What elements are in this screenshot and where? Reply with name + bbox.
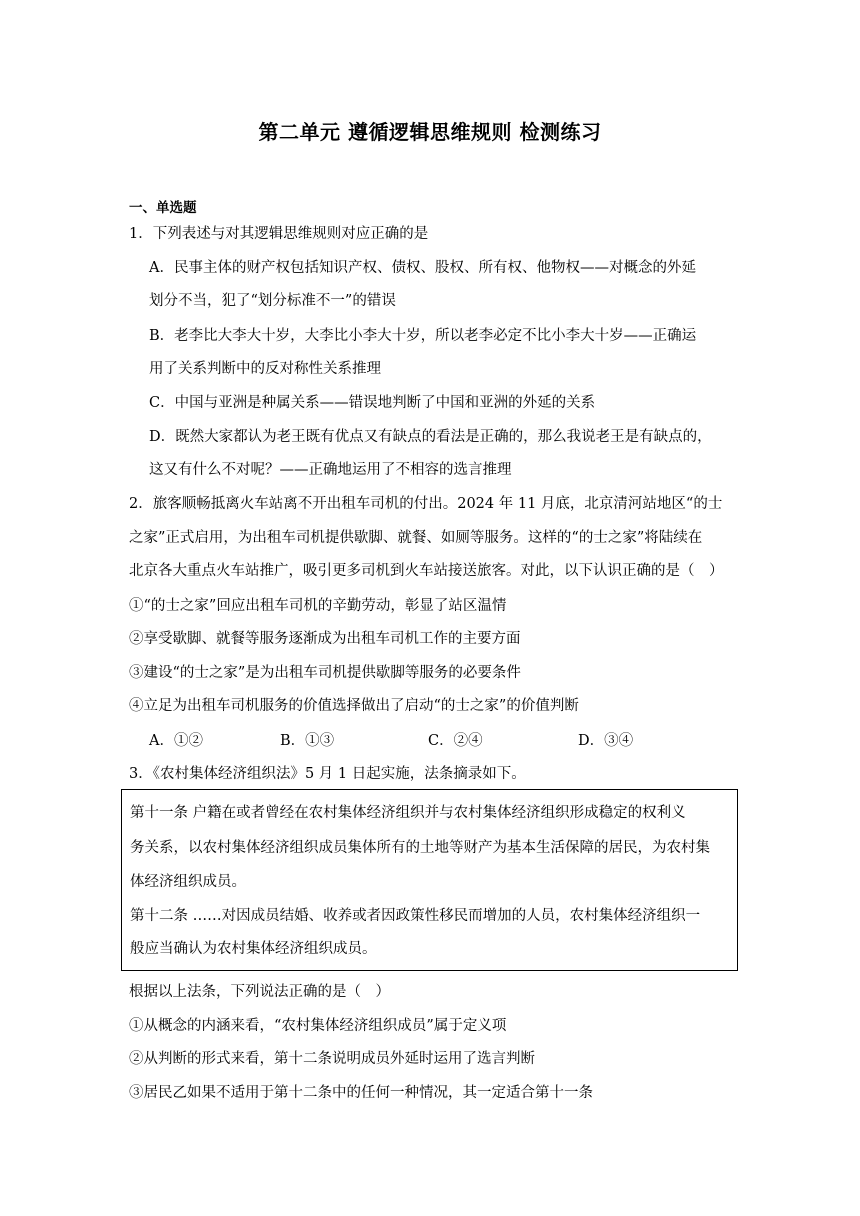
law-excerpt-line-5: 般应当确认为农村集体经济组织成员。 (130, 941, 377, 957)
question-1-option-b-line2: 用了关系判断中的反对称性关系推理 (149, 361, 381, 377)
question-1-option-a-line1: A．民事主体的财产权包括知识产权、债权、股权、所有权、他物权——对概念的外延 (149, 260, 696, 276)
question-3-statement-1: ①从概念的内涵来看，“农村集体经济组织成员”属于定义项 (129, 1018, 507, 1034)
question-2-option-c: C．②④ (428, 733, 483, 749)
question-3-prompt: 根据以上法条，下列说法正确的是（ ） (129, 984, 390, 1000)
question-2-statement-3: ③建设“的士之家”是为出租车司机提供歇脚等服务的必要条件 (129, 665, 521, 681)
question-1-option-d-line1: D．既然大家都认为老王既有优点又有缺点的看法是正确的，那么我说老王是有缺点的， (149, 429, 712, 445)
question-1-option-b-line1: B．老李比大李大十岁，大李比小李大十岁，所以老李必定不比小李大十岁——正确运 (149, 328, 697, 344)
question-2-option-d: D．③④ (578, 733, 634, 749)
law-excerpt-line-2: 务关系，以农村集体经济组织成员集体所有的土地等财产为基本生活保障的居民，为农村集 (130, 840, 710, 856)
page-title: 第二单元 遵循逻辑思维规则 检测练习 (258, 120, 602, 144)
question-1-option-c: C．中国与亚洲是种属关系——错误地判断了中国和亚洲的外延的关系 (149, 395, 596, 411)
question-2-option-b: B．①③ (280, 733, 335, 749)
question-2-stem-line2: 之家”正式启用，为出租车司机提供歇脚、就餐、如厕等服务。这样的“的士之家”将陆续在 (129, 530, 703, 546)
question-1-option-a-line2: 划分不当，犯了“划分标准不一”的错误 (149, 293, 396, 309)
question-3-statement-3: ③居民乙如果不适用于第十二条中的任何一种情况，其一定适合第十一条 (129, 1085, 593, 1101)
question-2-option-a: A．①② (149, 733, 203, 749)
question-3-statement-2: ②从判断的形式来看，第十二条说明成员外延时运用了选言判断 (129, 1051, 535, 1067)
law-excerpt-line-3: 体经济组织成员。 (130, 874, 246, 890)
question-2-stem-line1: 2．旅客顺畅抵离火车站离不开出租车司机的付出。2024 年 11 月底，北京清河站地区“的士 (129, 496, 723, 512)
section-heading: 一、单选题 (129, 200, 197, 216)
law-excerpt-line-4: 第十二条 ……对因成员结婚、收养或者因政策性移民而增加的人员，农村集体经济组织一 (130, 908, 701, 924)
question-2-statement-1: ①“的士之家”回应出租车司机的辛勤劳动，彰显了站区温情 (129, 598, 507, 614)
question-2-statement-2: ②享受歇脚、就餐等服务逐渐成为出租车司机工作的主要方面 (129, 631, 521, 647)
question-1-stem: 1．下列表述与对其逻辑思维规则对应正确的是 (129, 226, 429, 242)
question-3-stem: 3．《农村集体经济组织法》5 月 1 日起实施，法条摘录如下。 (129, 766, 526, 782)
question-2-stem-line3: 北京各大重点火车站推广，吸引更多司机到火车站接送旅客。对此，以下认识正确的是（ ） (129, 563, 724, 579)
law-excerpt-line-1: 第十一条 户籍在或者曾经在农村集体经济组织并与农村集体经济组织形成稳定的权利义 (130, 805, 686, 821)
question-2-statement-4: ④立足为出租车司机服务的价值选择做出了启动“的士之家”的价值判断 (129, 698, 579, 714)
question-1-option-d-line2: 这又有什么不对呢？——正确地运用了不相容的选言推理 (149, 462, 512, 478)
